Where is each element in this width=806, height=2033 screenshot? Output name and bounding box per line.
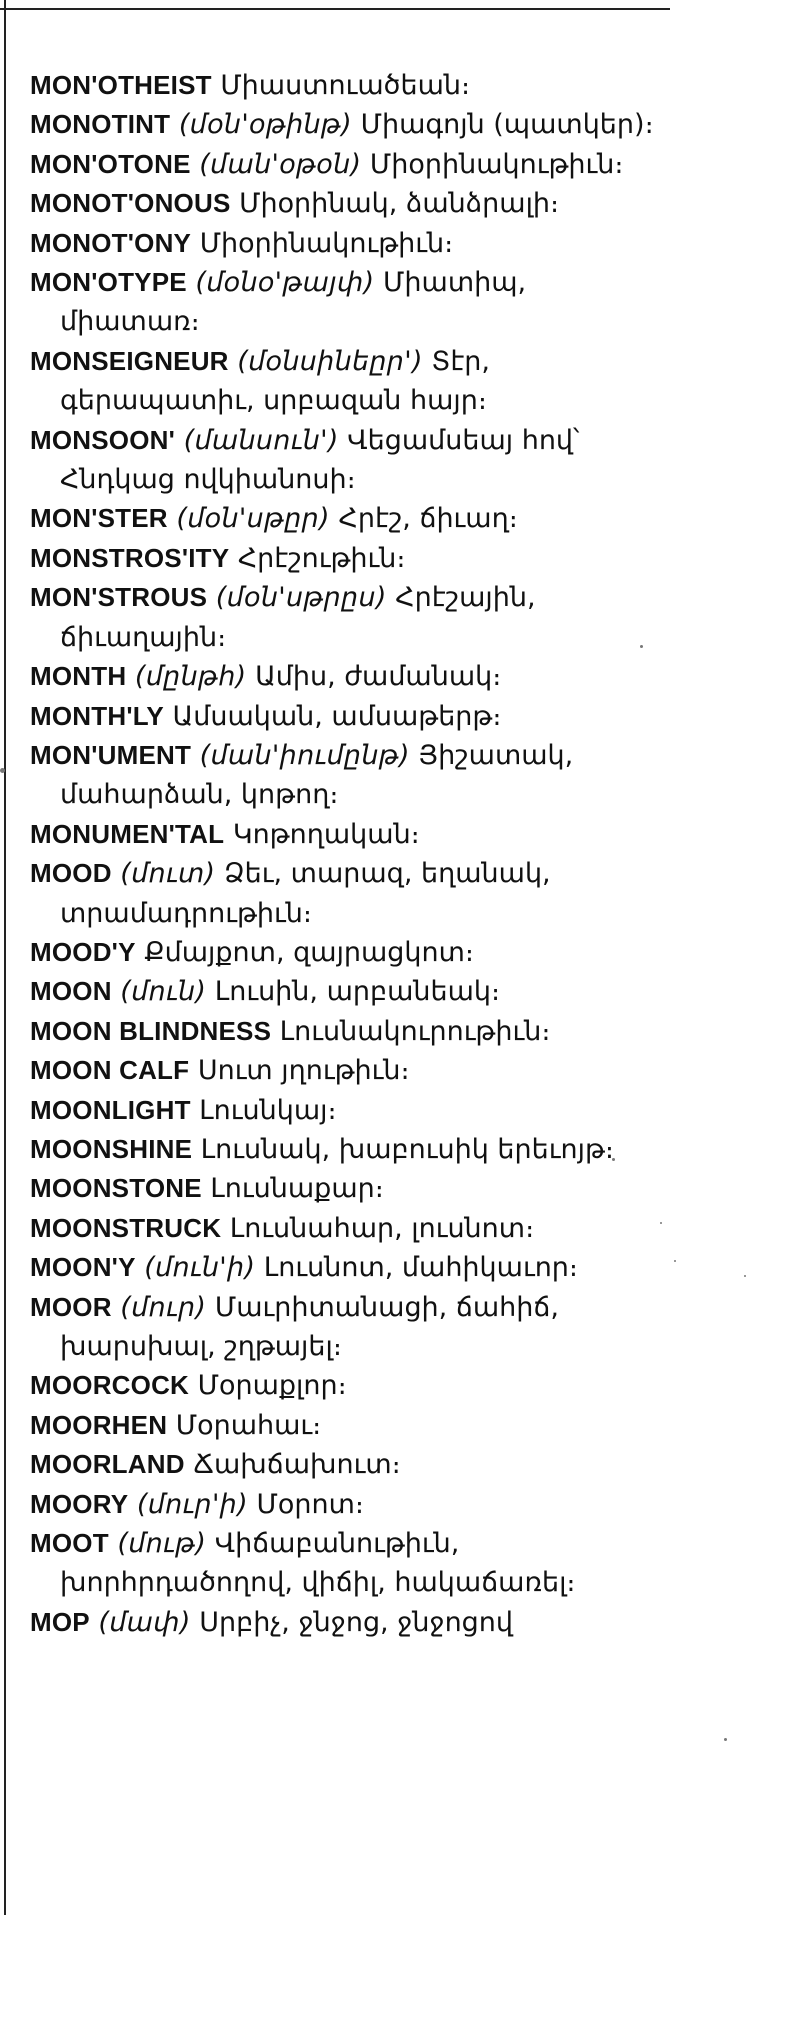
dictionary-entry bbox=[30, 854, 660, 933]
dictionary-entry bbox=[30, 697, 660, 736]
entry-definition: Մօրահաւ։ bbox=[175, 1409, 322, 1441]
dictionary-entry bbox=[30, 1051, 660, 1090]
entry-definition: Լուսնահար, լուսնոտ։ bbox=[229, 1212, 535, 1244]
entry-definition: Վիճաբանութիւն, խորհրդածողով, վիճիլ, հակաճառել։ bbox=[60, 1528, 576, 1599]
entry-definition: Լուսնաքար։ bbox=[210, 1173, 384, 1205]
entry-headword: MOON bbox=[30, 976, 112, 1007]
entry-definition: Կոթողական։ bbox=[232, 818, 420, 850]
entry-definition: Լուսին, արբանեակ։ bbox=[214, 976, 501, 1008]
entry-definition: Ձեւ, տարազ, եղանակ, տրամադրութիւն։ bbox=[60, 858, 551, 929]
entry-definition: Վեցամսեայ հով՝ Հնդկաց ովկիանոսի։ bbox=[60, 424, 580, 496]
dictionary-entry bbox=[30, 145, 660, 184]
entry-headword: MOOT bbox=[30, 1528, 109, 1559]
entry-definition: Միօրինակ, ձանձրալի։ bbox=[239, 188, 560, 220]
entry-pronunciation: (մօն'օթինթ) bbox=[178, 109, 352, 141]
dictionary-entry bbox=[30, 1209, 660, 1248]
entry-pronunciation: (ման'օթօն) bbox=[199, 148, 362, 180]
entry-headword: MOONSTRUCK bbox=[30, 1212, 222, 1243]
entry-headword: MOOR bbox=[30, 1291, 112, 1322]
dictionary-entry-list bbox=[30, 66, 660, 1642]
dictionary-entry bbox=[30, 1288, 660, 1367]
entry-headword: MON'OTONE bbox=[30, 148, 191, 179]
entry-pronunciation: (մուն) bbox=[120, 976, 207, 1008]
entry-definition: Լուսնոտ, մահիկաւոր։ bbox=[263, 1252, 579, 1284]
entry-definition: Հրէշային, ճիւաղային։ bbox=[60, 582, 536, 653]
entry-pronunciation: (մօնօ'թայփ) bbox=[195, 267, 375, 299]
entry-definition: Սրբիչ, ջնջոց, ջնջոցով bbox=[199, 1606, 514, 1638]
entry-headword: MOORHEN bbox=[30, 1409, 168, 1440]
entry-definition: Սուտ յղութիւն։ bbox=[197, 1055, 410, 1087]
entry-headword: MON'OTYPE bbox=[30, 267, 187, 298]
dictionary-entry bbox=[30, 184, 660, 223]
entry-pronunciation: (մօն'սթրըս) bbox=[215, 582, 387, 614]
entry-definition: Միաստուածեան։ bbox=[220, 70, 471, 101]
entry-definition: Միագոյն (պատկեր)։ bbox=[360, 109, 654, 141]
scan-speck bbox=[660, 1222, 662, 1224]
entry-definition: Մօրաքլոր։ bbox=[197, 1370, 347, 1402]
entry-headword: MONOT'ONOUS bbox=[30, 188, 231, 219]
entry-headword: MON'STER bbox=[30, 503, 168, 534]
entry-headword: MOORCOCK bbox=[30, 1370, 190, 1401]
entry-pronunciation: (մուն'ի) bbox=[144, 1252, 256, 1284]
entry-pronunciation: (մընթհ) bbox=[134, 661, 247, 693]
dictionary-entry bbox=[30, 499, 660, 538]
entry-definition: Ճախճախուտ։ bbox=[193, 1449, 401, 1481]
dictionary-entry bbox=[30, 1091, 660, 1130]
left-margin-rule bbox=[4, 0, 6, 1915]
dictionary-entry bbox=[30, 1485, 660, 1524]
entry-headword: MON'STROUS bbox=[30, 582, 208, 613]
entry-headword: MOP bbox=[30, 1606, 90, 1637]
entry-definition: Լուսնկայ։ bbox=[199, 1094, 337, 1126]
dictionary-entry bbox=[30, 972, 660, 1011]
entry-definition: Ամիս, ժամանակ։ bbox=[255, 661, 502, 693]
dictionary-entry bbox=[30, 657, 660, 696]
entry-pronunciation: (մօնսինեըր') bbox=[237, 345, 423, 377]
dictionary-entry bbox=[30, 1248, 660, 1287]
dictionary-entry bbox=[30, 539, 660, 578]
entry-headword: MOOD bbox=[30, 858, 112, 889]
entry-headword: MOONLIGHT bbox=[30, 1094, 191, 1125]
entry-headword: MOON BLINDNESS bbox=[30, 1015, 272, 1046]
entry-headword: MONSEIGNEUR bbox=[30, 345, 229, 376]
entry-definition: Միօրինակութիւն։ bbox=[199, 227, 454, 259]
dictionary-entry bbox=[30, 224, 660, 263]
top-rule bbox=[0, 8, 670, 10]
entry-headword: MONOT'ONY bbox=[30, 227, 192, 258]
entry-pronunciation: (ման'իումընթ) bbox=[199, 739, 410, 771]
entry-pronunciation: (մուր) bbox=[120, 1291, 207, 1323]
entry-headword: MONOTINT bbox=[30, 109, 171, 140]
entry-definition: Տէր, գերապատիւ, սրբազան հայր։ bbox=[60, 345, 491, 417]
entry-headword: MOOD'Y bbox=[30, 936, 136, 967]
scan-speck bbox=[744, 1275, 746, 1277]
dictionary-entry bbox=[30, 933, 660, 972]
entry-pronunciation: (մափ) bbox=[98, 1606, 191, 1638]
entry-definition: Միատիպ, միատառ։ bbox=[60, 267, 527, 338]
dictionary-entry bbox=[30, 263, 660, 342]
dictionary-entry bbox=[30, 1445, 660, 1484]
dictionary-entry bbox=[30, 1169, 660, 1208]
entry-headword: MON'UMENT bbox=[30, 739, 192, 770]
entry-pronunciation: (մութ) bbox=[117, 1528, 207, 1560]
entry-headword: MOON CALF bbox=[30, 1055, 190, 1086]
entry-definition: Մաւրիտանացի, ճահիճ, խարսխալ, շղթայել։ bbox=[60, 1291, 559, 1362]
dictionary-entry bbox=[30, 66, 660, 105]
entry-pronunciation: (մուր'ի) bbox=[136, 1488, 248, 1520]
entry-pronunciation: (մօն'սթըր) bbox=[176, 503, 330, 535]
entry-headword: MONTH'LY bbox=[30, 700, 164, 731]
scan-speck bbox=[674, 1260, 676, 1262]
entry-headword: MOORLAND bbox=[30, 1449, 185, 1480]
entry-headword: MOON'Y bbox=[30, 1252, 136, 1283]
dictionary-entry bbox=[30, 105, 660, 144]
entry-headword: MONUMEN'TAL bbox=[30, 818, 225, 849]
entry-headword: MONSTROS'ITY bbox=[30, 542, 230, 573]
entry-headword: MOONSHINE bbox=[30, 1133, 193, 1164]
entry-definition: Յիշատակ, մահարձան, կոթող։ bbox=[60, 739, 574, 811]
scan-speck bbox=[724, 1738, 727, 1741]
dictionary-entry bbox=[30, 736, 660, 815]
dictionary-entry bbox=[30, 1366, 660, 1405]
dictionary-entry bbox=[30, 815, 660, 854]
entry-definition: Հրէշութիւն։ bbox=[237, 542, 406, 574]
entry-definition: Քմայքոտ, զայրացկոտ։ bbox=[144, 936, 475, 968]
entry-headword: MONSOON' bbox=[30, 424, 176, 455]
entry-definition: Հրէշ, ճիւաղ։ bbox=[338, 503, 518, 535]
entry-definition: Լուսնակուրութիւն։ bbox=[279, 1015, 551, 1047]
dictionary-entry bbox=[30, 1130, 660, 1169]
entry-definition: Ամսական, ամսաթերթ։ bbox=[172, 700, 502, 732]
entry-definition: Մօրոտ։ bbox=[256, 1488, 364, 1520]
entry-headword: MOORY bbox=[30, 1488, 129, 1519]
entry-definition: Միօրինակութիւն։ bbox=[369, 148, 624, 180]
entry-headword: MOONSTONE bbox=[30, 1173, 202, 1204]
dictionary-entry bbox=[30, 1524, 660, 1603]
entry-definition: Լուսնակ, խաբուսիկ երեւոյթ։ bbox=[200, 1133, 614, 1165]
dictionary-entry bbox=[30, 342, 660, 421]
dictionary-entry bbox=[30, 578, 660, 657]
dictionary-entry bbox=[30, 421, 660, 500]
scan-speck bbox=[0, 768, 5, 773]
entry-pronunciation: (մանսուն') bbox=[183, 424, 339, 456]
entry-headword: MON'OTHEIST bbox=[30, 70, 212, 100]
dictionary-entry bbox=[30, 1603, 660, 1642]
entry-pronunciation: (մուտ) bbox=[120, 858, 216, 890]
entry-headword: MONTH bbox=[30, 661, 127, 692]
dictionary-entry bbox=[30, 1406, 660, 1445]
dictionary-entry bbox=[30, 1012, 660, 1051]
